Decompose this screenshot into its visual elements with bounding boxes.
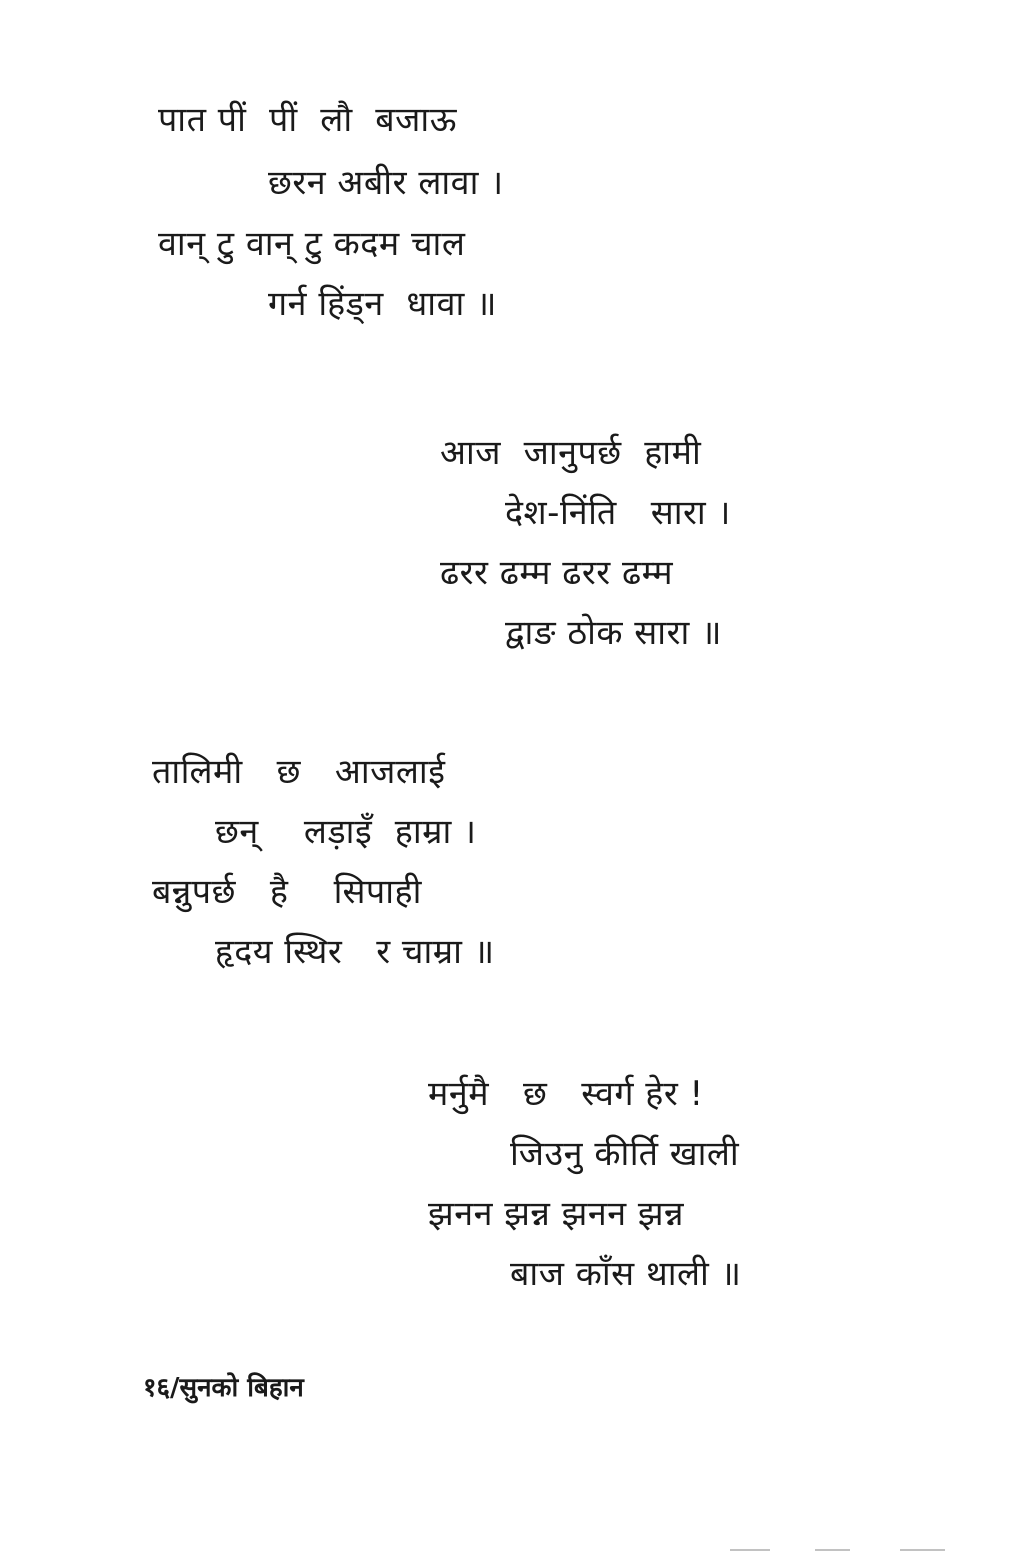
poem-line: बाज काँस थाली ॥ <box>510 1254 742 1294</box>
poem-line: गर्न हिंड्न धावा ॥ <box>268 284 497 324</box>
poem-line: द्वाङ ठोक सारा ॥ <box>505 613 722 653</box>
scan-artifact <box>730 1549 770 1551</box>
poem-line: छरन अबीर लावा । <box>268 163 504 203</box>
poem-line: पात पीं पीं लौ बजाऊ <box>158 100 457 140</box>
poem-line: वान् टु वान् टु कदम चाल <box>158 224 466 264</box>
scan-artifact <box>900 1549 945 1551</box>
poem-line: मर्नुमै छ स्वर्ग हेर ! <box>428 1074 704 1114</box>
poem-line: छन् लड़ाइँ हाम्रा । <box>215 812 477 852</box>
page-footer-label: १६/सुनको बिहान <box>143 1373 304 1403</box>
scan-artifact <box>815 1549 850 1551</box>
poem-line: तालिमी छ आजलाई <box>152 752 446 792</box>
poem-line: जिउनु कीर्ति खाली <box>510 1134 740 1174</box>
poem-line: देश-निंति सारा । <box>505 493 731 533</box>
poem-line: ढरर ढम्म ढरर ढम्म <box>440 553 674 593</box>
poem-line: आज जानुपर्छ हामी <box>440 433 702 473</box>
poem-line: झनन झन्न झनन झन्न <box>428 1194 684 1234</box>
poem-line: हृदय स्थिर र चाम्रा ॥ <box>215 932 495 972</box>
poem-line: बन्नुपर्छ है सिपाही <box>152 872 422 912</box>
